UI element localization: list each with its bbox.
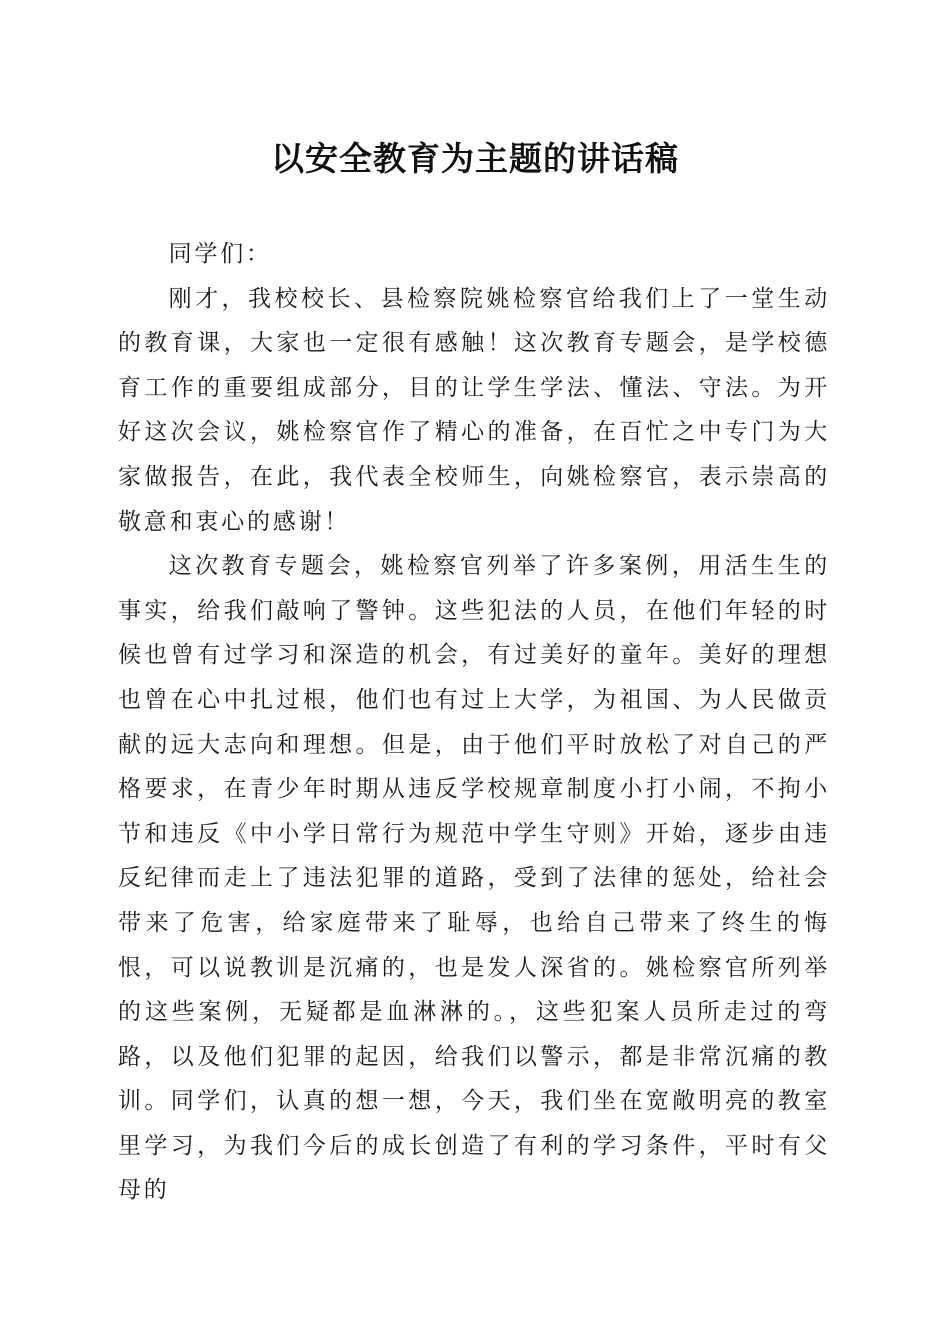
paragraph-2: 这次教育专题会，姚检察官列举了许多案例，用活生生的事实，给我们敲响了警钟。这些犯法的人员，在他们年轻的时候也曾有过学习和深造的机会，有过美好的童年。美好的理想也曾在心中扎过根，他们也有过上大学，为祖国、为人民做贡献的远大志向和理想。但是，由于他们平时放松了对自己的严格要求，在青少年时期从违反学校规章制度小打小闹，不拘小节和违反《中小学日常行为规范中学生守则》开始，逐步由违反纪律而走上了违法犯罪的道路，受到了法律的惩处，给社会带来了危害，给家庭带来了耻辱，也给自己带来了终生的悔恨，可以说教训是沉痛的，也是发人深省的。姚检察官所列举的这些案例，无疑都是血淋淋的。，这些犯案人员所走过的弯路，以及他们犯罪的起因，给我们以警示，都是非常沉痛的教训。同学们，认真的想一想，今天，我们坐在宽敞明亮的教室里学习，为我们今后的成长创造了有利的学习条件，平时有父母的 xyxy=(118,553,830,1204)
document-title: 以安全教育为主题的讲话稿 xyxy=(271,139,679,178)
salutation: 同学们： xyxy=(168,241,272,267)
document-body xyxy=(118,232,830,1213)
paragraph-1: 刚才，我校校长、县检察院姚检察官给我们上了一堂生动的教育课，大家也一定很有感触！这次教育专题会，是学校德育工作的重要组成部分，目的让学生学法、懂法、守法。为开好这次会议，姚检察官作了精心的准备，在百忙之中专门为大家做报告，在此，我代表全校师生，向姚检察官，表示崇高的敬意和衷心的感谢！ xyxy=(118,285,830,535)
